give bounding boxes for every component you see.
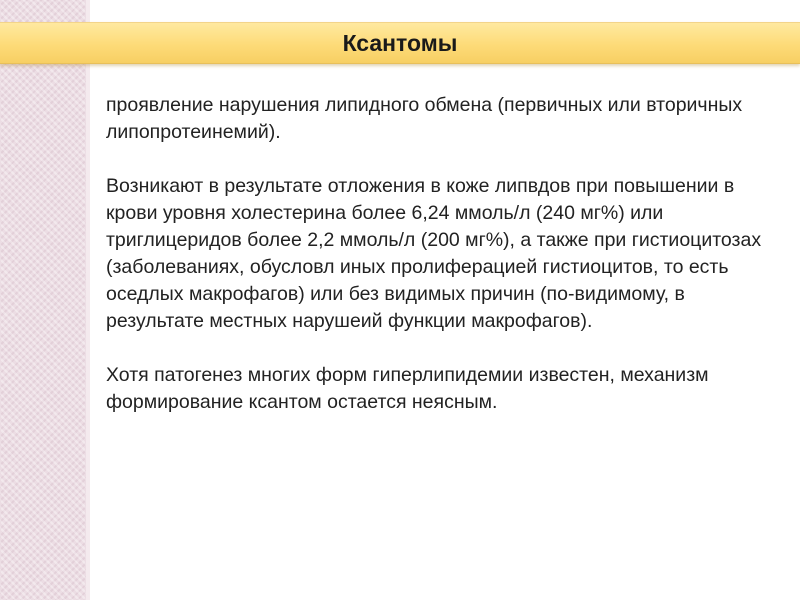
side-strip-edge: [86, 0, 90, 600]
paragraph-pathogenesis: Хотя патогенез многих форм гиперлипидемии известен, механизм формирование ксантом остается неясным.: [106, 364, 709, 413]
title-bar: [0, 22, 800, 64]
slide-body: [106, 92, 766, 443]
paragraph-definition: проявление нарушения липидного обмена (первичных или вторичных липопротеинемий).: [106, 94, 743, 143]
decorative-side-strip: [0, 0, 86, 600]
slide-title: Ксантомы: [342, 30, 458, 56]
paragraph-causes: Возникают в результате отложения в коже липвдов при повышении в крови уровня холестерина более 6,24 ммоль/л (240 мг%) или триглицеридов более 2,2 ммоль/л (200 мг%), а также при гистиоцитозах (заболеваниях, обусловл иных пролиферацией гистиоцитов, то есть оседлых макрофагов) или без видимых причин (по-видимому, в результате местных нарушеий функции макрофагов).: [106, 175, 762, 332]
